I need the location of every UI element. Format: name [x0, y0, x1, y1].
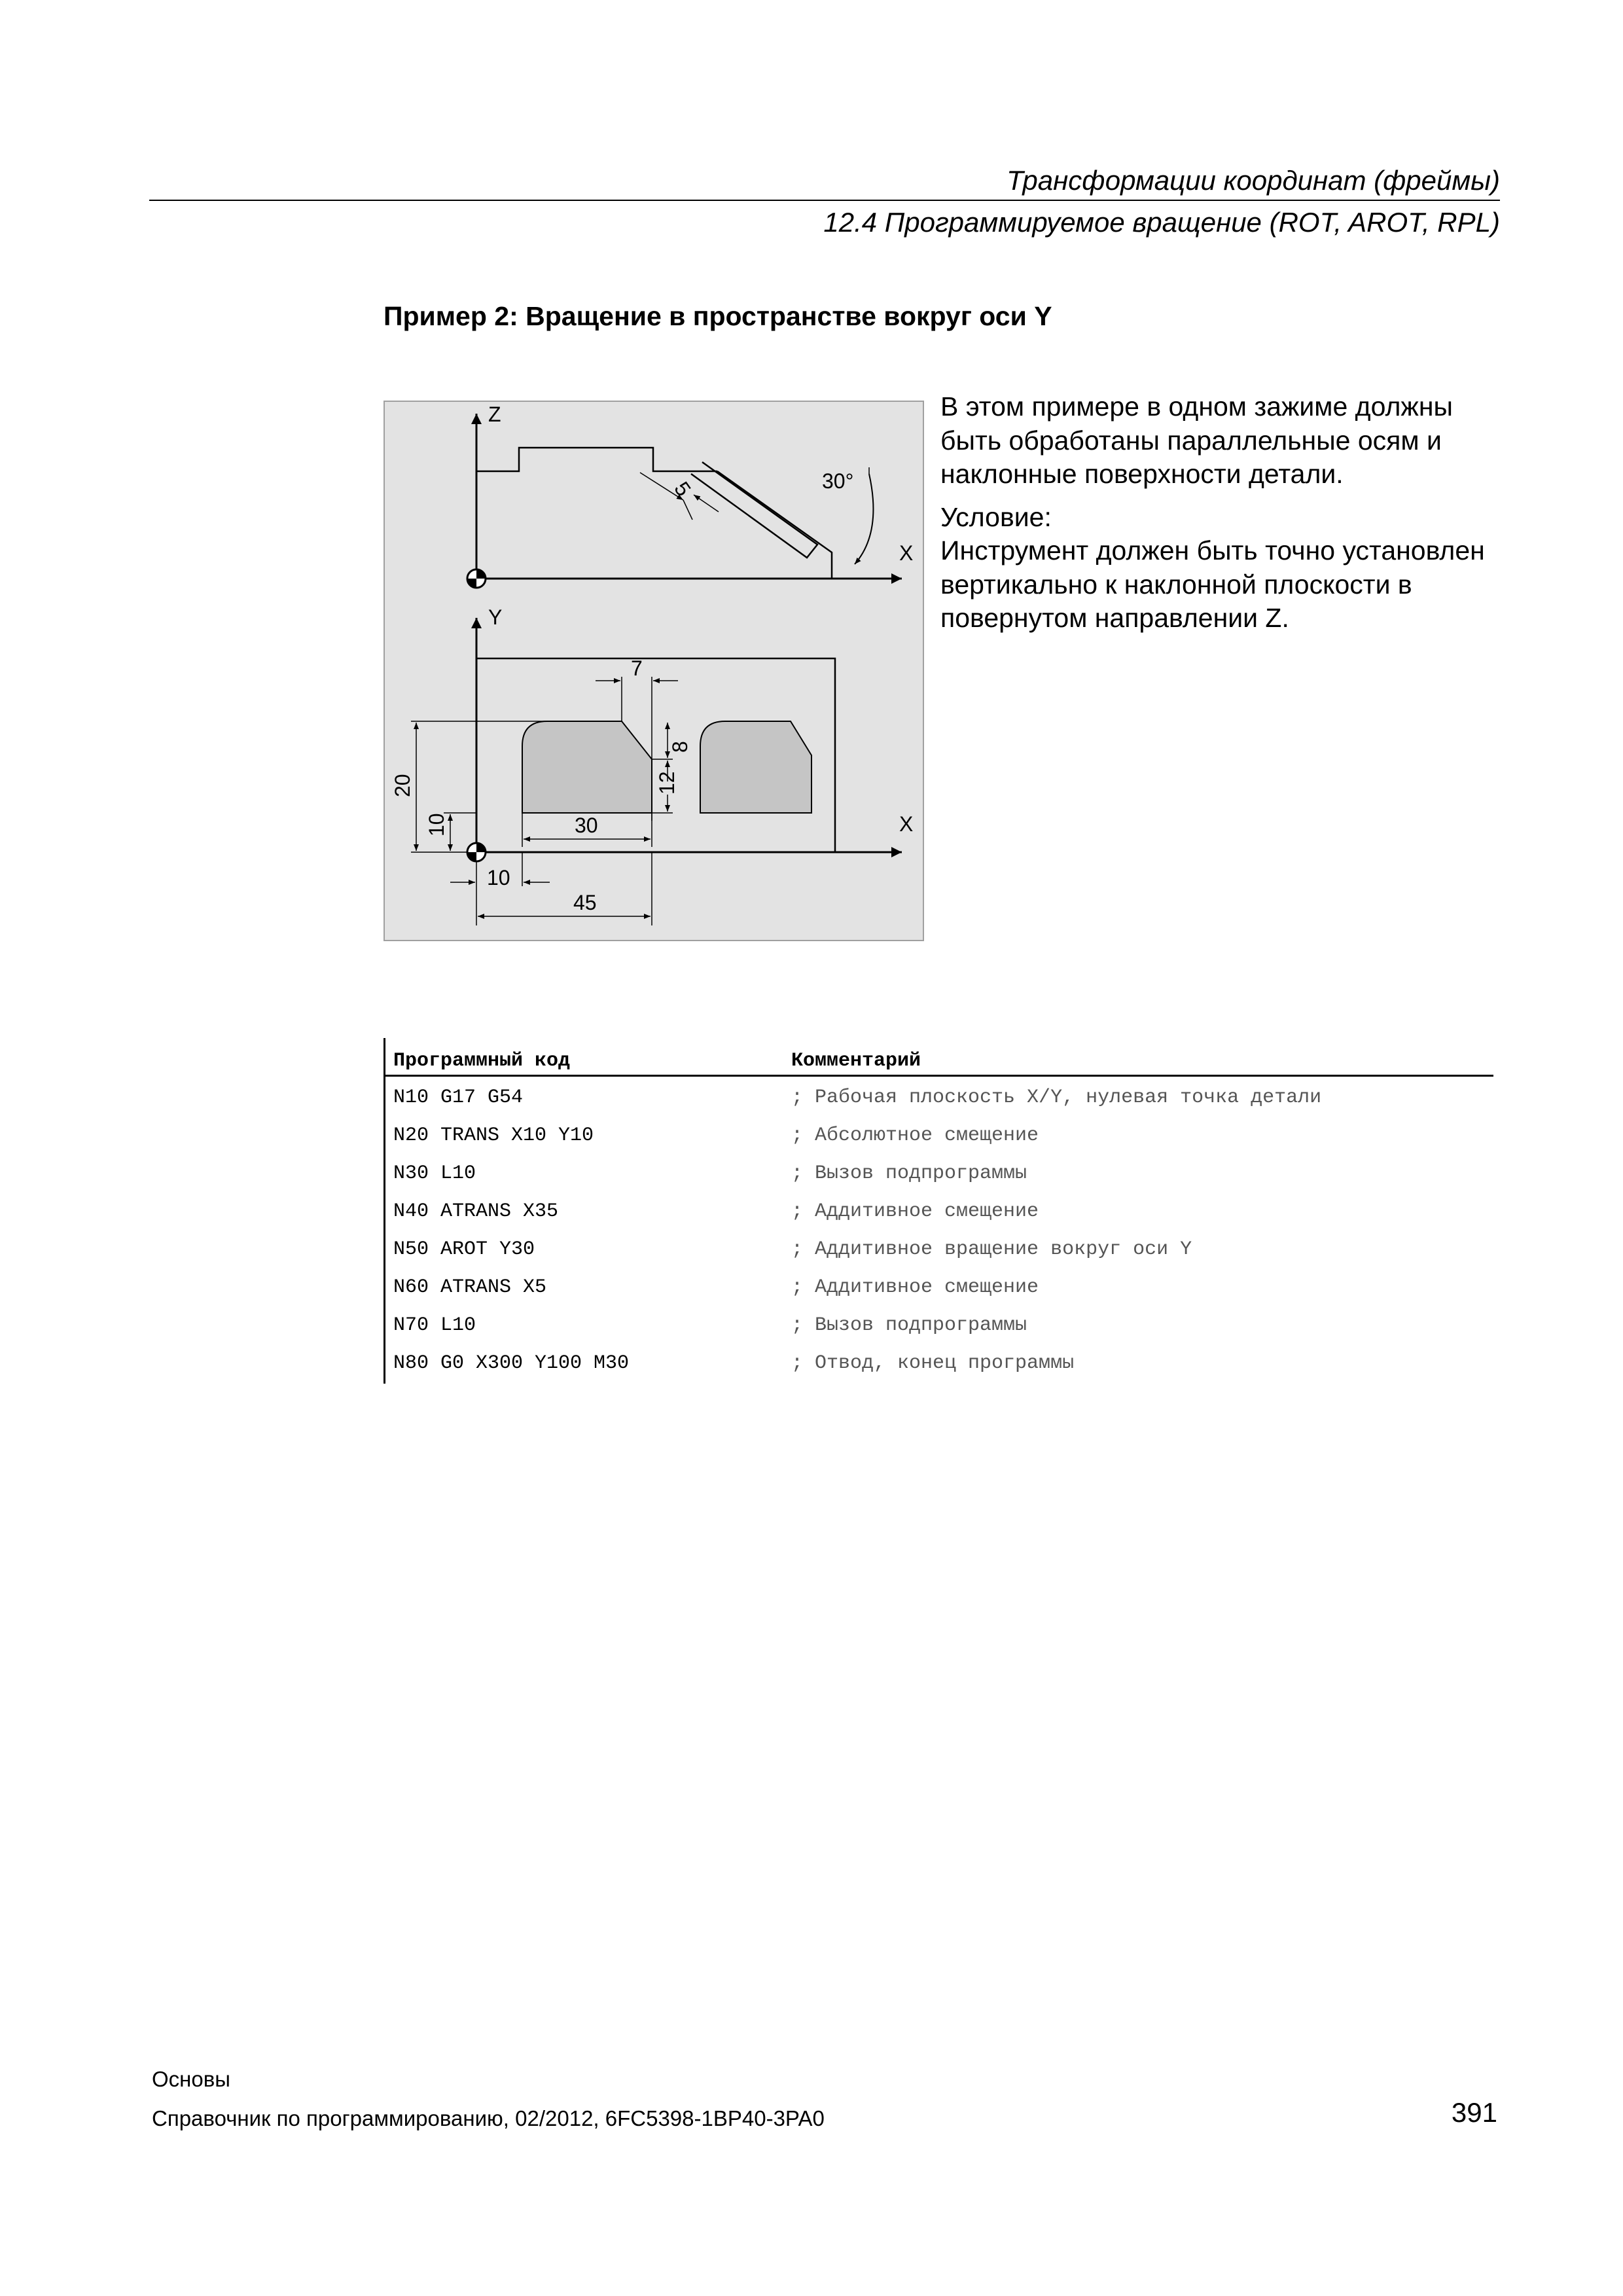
side-view	[476, 448, 873, 579]
axis-y-label: Y	[488, 605, 503, 629]
dim-20-label: 20	[391, 774, 414, 797]
table-row	[385, 1115, 1493, 1153]
comment-cell: ; Аддитивное смещение	[791, 1200, 1039, 1223]
origin-symbol-top	[467, 569, 486, 588]
table-header	[385, 1038, 1493, 1077]
comment-cell: ; Аддитивное смещение	[791, 1276, 1039, 1299]
footer-title: Основы	[152, 2067, 230, 2091]
dim-30-label: 30	[575, 814, 598, 837]
axis-x-bottom-label: X	[899, 812, 914, 836]
code-cell: N50 AROT Y30	[393, 1238, 535, 1261]
code-cell: N40 ATRANS X35	[393, 1200, 559, 1223]
code-cell: N30 L10	[393, 1162, 476, 1185]
code-cell: N10 G17 G54	[393, 1086, 524, 1109]
angle-label: 30°	[822, 469, 854, 493]
header-rule	[149, 200, 1500, 201]
code-cell: N60 ATRANS X5	[393, 1276, 547, 1299]
code-cell: N20 TRANS X10 Y10	[393, 1124, 594, 1147]
dim-10-vertical-label: 10	[425, 813, 448, 836]
axis-z-label: Z	[488, 403, 501, 426]
dim-10-horizontal-label: 10	[487, 866, 510, 889]
code-cell: N70 L10	[393, 1314, 476, 1336]
origin-symbol-bottom	[467, 843, 486, 861]
code-cell: N80 G0 X300 Y100 M30	[393, 1352, 630, 1374]
header-chapter-title: Трансформации координат (фреймы)	[1007, 165, 1500, 196]
dim-12-label: 12	[655, 771, 679, 795]
table-row	[385, 1153, 1493, 1191]
table-row	[385, 1077, 1493, 1115]
condition-label: Условие:	[940, 501, 1052, 532]
table-row	[385, 1229, 1493, 1266]
table-row	[385, 1304, 1493, 1342]
comment-cell: ; Аддитивное вращение вокруг оси Y	[791, 1238, 1192, 1261]
dim-7-label: 7	[631, 656, 643, 680]
dim-5-label: 5	[669, 477, 696, 501]
comment-cell: ; Вызов подпрограммы	[791, 1162, 1027, 1185]
header-section-title: 12.4 Программируемое вращение (ROT, AROT, RPL)	[823, 207, 1500, 238]
technical-drawing	[383, 401, 924, 941]
comment-cell: ; Вызов подпрограммы	[791, 1314, 1027, 1336]
dim-45-label: 45	[573, 891, 597, 914]
program-code-table	[383, 1038, 1493, 1384]
description	[940, 390, 1510, 636]
footer-reference: Справочник по программированию, 02/2012, 6FC5398-1BP40-3PA0	[152, 2106, 825, 2130]
page-number: 391	[1451, 2097, 1497, 2128]
table-row	[385, 1342, 1493, 1380]
table-row	[385, 1191, 1493, 1229]
axis-x-top-label: X	[899, 541, 914, 565]
description-paragraph: В этом примере в одном зажиме должны быть обработаны параллельные осям и наклонные поверхности детали.	[940, 391, 1453, 489]
drawing-svg	[385, 402, 923, 940]
example-title: Пример 2: Вращение в пространстве вокруг оси Y	[383, 301, 1052, 331]
dim-8-label: 8	[668, 741, 692, 753]
plan-view	[476, 658, 835, 852]
header-comment: Комментарий	[791, 1050, 921, 1072]
comment-cell: ; Отвод, конец программы	[791, 1352, 1075, 1374]
comment-cell: ; Рабочая плоскость X/Y, нулевая точка детали	[791, 1086, 1322, 1109]
condition-text: Инструмент должен быть точно установлен вертикально к наклонной плоскости в повернутом направлении Z.	[940, 535, 1485, 633]
comment-cell: ; Абсолютное смещение	[791, 1124, 1039, 1147]
table-row	[385, 1266, 1493, 1304]
header-code: Программный код	[393, 1050, 571, 1072]
